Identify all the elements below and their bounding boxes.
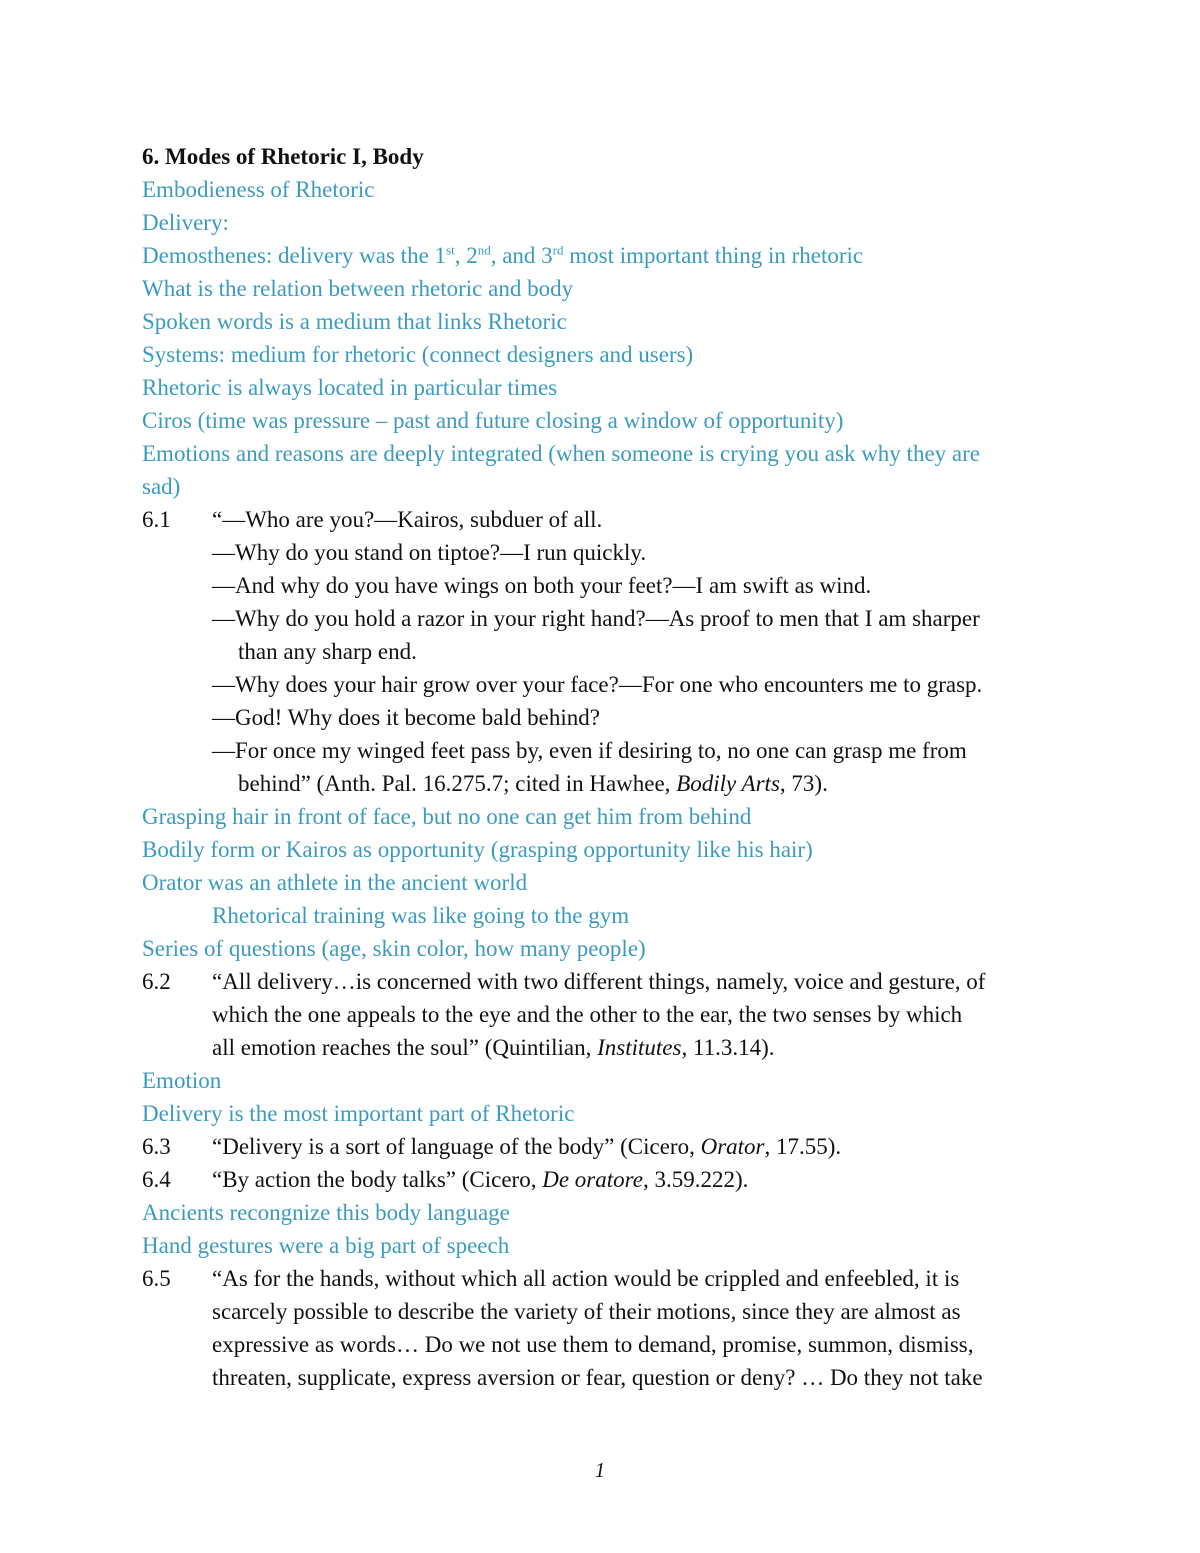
note-line: Emotion xyxy=(142,1068,222,1093)
note-line: Spoken words is a medium that links Rhetoric xyxy=(142,309,567,334)
note-line: Orator was an athlete in the ancient world xyxy=(142,870,528,895)
note-line: Systems: medium for rhetoric (connect designers and users) xyxy=(142,342,694,367)
note-line: Rhetoric is always located in particular times xyxy=(142,375,558,400)
quote-number: 6.1 xyxy=(142,507,171,532)
quote-6-2-line: 6.2 “All delivery…is concerned with two different things, namely, voice and gesture, of xyxy=(142,965,1082,998)
note-line: Emotions and reasons are deeply integrated (when someone is crying you ask why they are xyxy=(142,441,980,466)
quote-6-5-line: 6.5 “As for the hands, without which all action would be crippled and enfeebled, it is xyxy=(142,1262,1082,1295)
note-line: Delivery: xyxy=(142,210,229,235)
quote-6-1-line: —God! Why does it become bald behind? xyxy=(212,705,600,730)
quote-number: 6.3 xyxy=(142,1134,171,1159)
page-content xyxy=(142,140,1082,1394)
note-line-indented: Rhetorical training was like going to the gym xyxy=(212,903,630,928)
note-line: Embodieness of Rhetoric xyxy=(142,177,375,202)
note-line: What is the relation between rhetoric and body xyxy=(142,276,574,301)
quote-6-5-line: threaten, supplicate, express aversion or fear, question or deny? … Do they not take xyxy=(212,1365,983,1390)
quote-6-5-line: scarcely possible to describe the variety of their motions, since they are almost as xyxy=(212,1299,961,1324)
note-line: Series of questions (age, skin color, how many people) xyxy=(142,936,646,961)
citation-title: Orator xyxy=(700,1134,765,1159)
quote-6-4-line: 6.4 “By action the body talks” (Cicero, De oratore, 3.59.222). xyxy=(142,1163,1082,1196)
quote-number: 6.5 xyxy=(142,1266,171,1291)
note-line: sad) xyxy=(142,474,181,499)
quote-6-2-line: all emotion reaches the soul” (Quintilian, Institutes, 11.3.14). xyxy=(212,1035,775,1060)
note-line: Ancients recongnize this body language xyxy=(142,1200,510,1225)
page-number: 1 xyxy=(594,1458,606,1482)
quote-6-1-line: —For once my winged feet pass by, even if desiring to, no one can grasp me from xyxy=(212,738,967,763)
quote-6-1-line: —Why do you hold a razor in your right hand?—As proof to men that I am sharper xyxy=(212,606,980,631)
quote-6-5-line: expressive as words… Do we not use them to demand, promise, summon, dismiss, xyxy=(212,1332,974,1357)
quote-6-1-line: —Why does your hair grow over your face?—For one who encounters me to grasp. xyxy=(212,672,983,697)
section-heading: 6. Modes of Rhetoric I, Body xyxy=(142,144,424,169)
quote-number: 6.4 xyxy=(142,1167,171,1192)
quote-6-1-line: than any sharp end. xyxy=(238,639,417,664)
quote-number: 6.2 xyxy=(142,969,171,994)
quote-6-1-line: —Why do you stand on tiptoe?—I run quickly. xyxy=(212,540,647,565)
citation-title: Bodily Arts xyxy=(676,771,780,796)
note-line: Bodily form or Kairos as opportunity (grasping opportunity like his hair) xyxy=(142,837,813,862)
note-line: Ciros (time was pressure – past and future closing a window of opportunity) xyxy=(142,408,844,433)
quote-6-3-line: 6.3 “Delivery is a sort of language of the body” (Cicero, Orator, 17.55). xyxy=(142,1130,1082,1163)
quote-6-1-line: behind” (Anth. Pal. 16.275.7; cited in Hawhee, Bodily Arts, 73). xyxy=(238,771,828,796)
note-line: Grasping hair in front of face, but no one can get him from behind xyxy=(142,804,752,829)
citation-title: De oratore xyxy=(542,1167,643,1192)
quote-6-2-line: which the one appeals to the eye and the other to the ear, the two senses by which xyxy=(212,1002,963,1027)
quote-6-1-line: 6.1 “—Who are you?—Kairos, subduer of all. xyxy=(142,503,1082,536)
quote-6-1-line: —And why do you have wings on both your feet?—I am swift as wind. xyxy=(212,573,872,598)
citation-title: Institutes xyxy=(597,1035,682,1060)
note-line: Delivery is the most important part of Rhetoric xyxy=(142,1101,575,1126)
note-line: Hand gestures were a big part of speech xyxy=(142,1233,510,1258)
note-line-demosthenes: Demosthenes: delivery was the 1st, 2nd, and 3rd most important thing in rhetoric xyxy=(142,242,864,268)
